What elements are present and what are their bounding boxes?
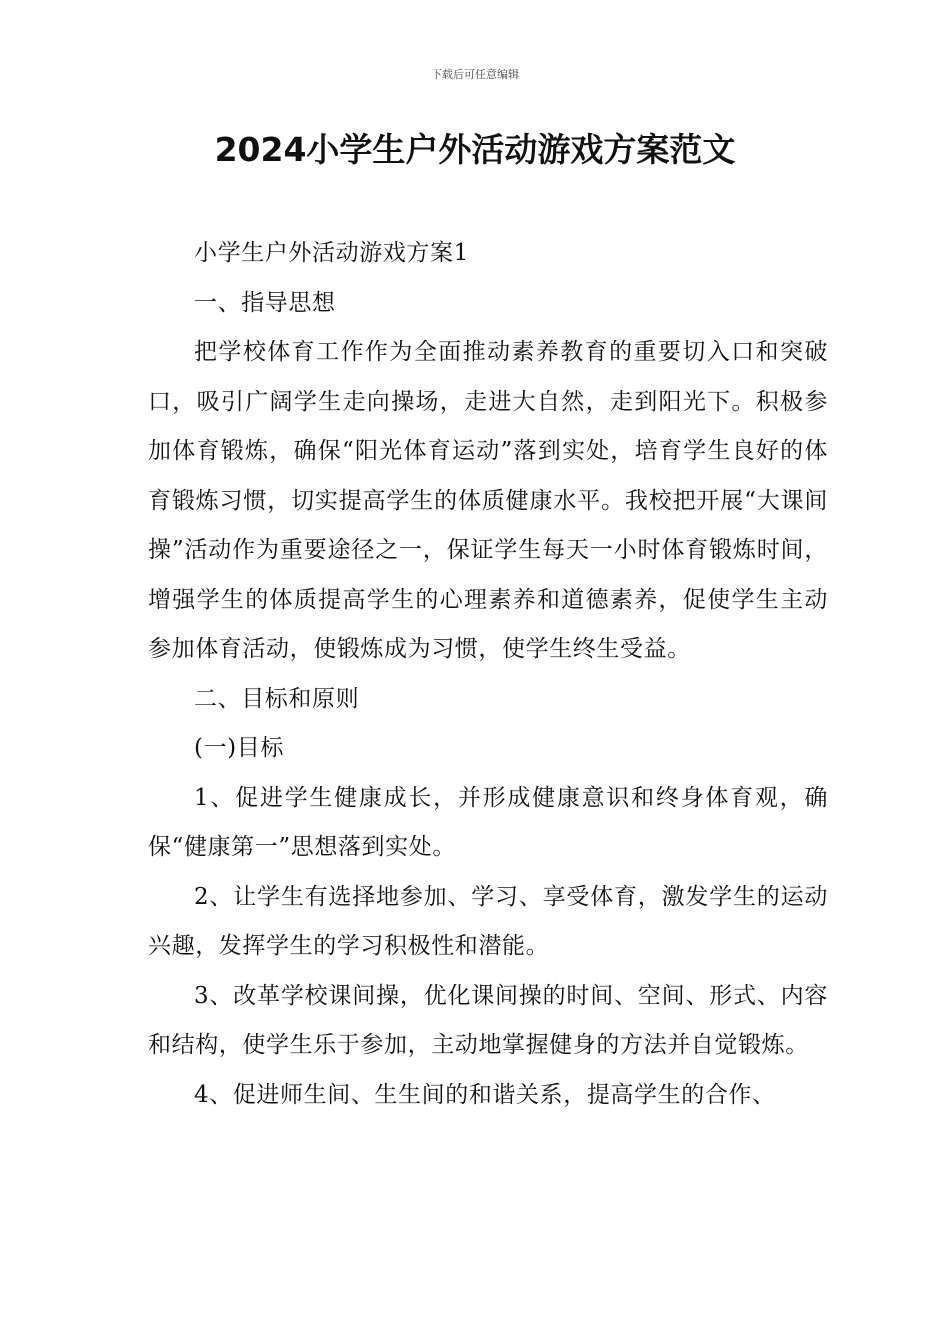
- download-note: 下载后可任意编辑: [431, 68, 519, 81]
- document-title: 2024小学生户外活动游戏方案范文: [214, 130, 736, 169]
- section-heading-guiding-thought: 一、指导思想: [194, 289, 336, 316]
- section-heading-goals-principles: 二、目标和原则: [194, 685, 360, 712]
- section-heading-plan: 小学生户外活动游戏方案1: [194, 240, 469, 266]
- goal-item-4: 4、促进师生间、生生间的和谐关系，提高学生的合作、: [194, 1081, 776, 1108]
- document-body: [148, 229, 828, 1120]
- goal-item-2: 2、让学生有选择地参加、学习、享受体育，激发学生的运动兴趣，发挥学生的学习积极性和潜能。: [148, 883, 828, 959]
- subheading-goals: (一)目标: [194, 735, 284, 761]
- goal-item-3: 3、改革学校课间操，优化课间操的时间、空间、形式、内容和结构，使学生乐于参加，主动地掌握健身的方法并自觉锻炼。: [148, 982, 828, 1058]
- goal-item-1: 1、促进学生健康成长，并形成健康意识和终身体育观，确保“健康第一”思想落到实处。: [148, 784, 828, 860]
- paragraph-guiding-thought: 把学校体育工作作为全面推动素养教育的重要切入口和突破口，吸引广阔学生走向操场，走进大自然，走到阳光下。积极参加体育锻炼，确保“阳光体育运动”落到实处，培育学生良好的体育锻炼习惯，切实提高学生的体质健康水平。我校把开展“大课间操”活动作为重要途径之一，保证学生每天一小时体育锻炼时间，增强学生的体质提高学生的心理素养和道德素养，促使学生主动参加体育活动，使锻炼成为习惯，使学生终生受益。: [148, 339, 828, 662]
